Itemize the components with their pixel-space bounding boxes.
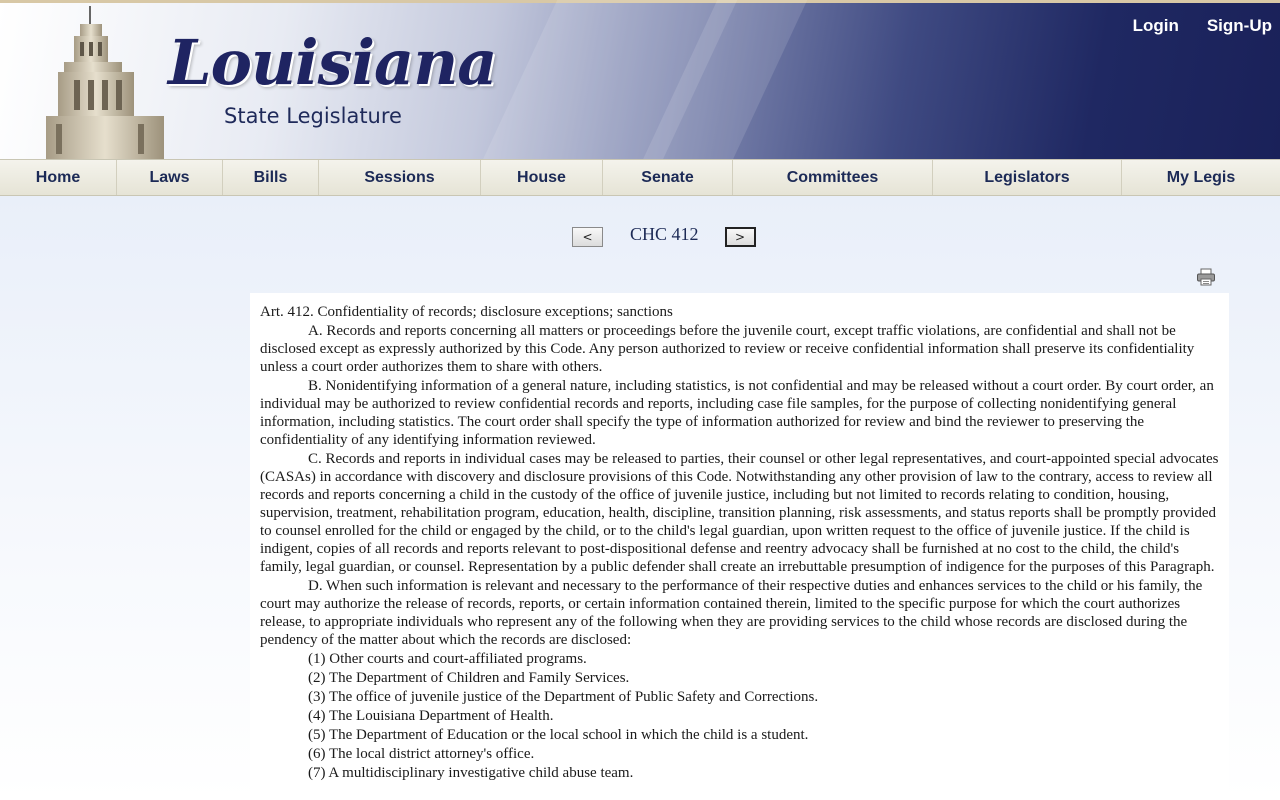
list-item: (6) The local district attorney's office.: [308, 746, 535, 762]
list-item: (7) A multidisciplinary investigative child abuse team.: [308, 765, 634, 781]
next-button[interactable]: >: [725, 227, 756, 247]
nav-item-home[interactable]: Home: [0, 160, 117, 195]
law-pager: [572, 226, 756, 247]
nav-item-house[interactable]: House: [481, 160, 603, 195]
list-item: (1) Other courts and court-affiliated programs.: [308, 651, 587, 667]
nav-item-my-legis[interactable]: My Legis: [1166, 168, 1236, 186]
nav-item-bills[interactable]: Bills: [223, 160, 319, 195]
nav-item-sessions[interactable]: Sessions: [319, 160, 481, 195]
capitol-building-image: [34, 6, 174, 160]
signup-link[interactable]: Sign-Up: [1206, 16, 1272, 35]
site-header: [0, 0, 1280, 160]
paragraph-b: B. Nonidentifying information of a general nature, including statistics, is not confidential and may be released without a court order. By court order, an individual may be authorized to review confidential records and reports, including case file samples, for the purpose of collecting nonidentifying general information, including statistics. The court order shall specify the type of information authorized for review and bind the reviewer to preserving the confidentiality of any identifying information reviewed.: [260, 378, 1214, 448]
list-item: (5) The Department of Education or the local school in which the child is a student.: [308, 727, 809, 743]
list-item: (3) The office of juvenile justice of the Department of Public Safety and Corrections.: [308, 689, 819, 705]
user-links: [1133, 16, 1272, 36]
paragraph-d: D. When such information is relevant and necessary to the performance of their respective duties and enhances services to the child or his family, the court may authorize the release of records, reports, or certain information contained therein, limited to the specific purpose for which the court authorizes release, to appropriate individuals who represent any of the following when they are providing services to the child whose records are disclosed during the pendency of the matter about which the records are disclosed:: [260, 578, 1203, 648]
nav-item-laws[interactable]: Laws: [117, 160, 223, 195]
law-document: [250, 293, 1229, 800]
paragraph-a: A. Records and reports concerning all matters or proceedings before the juvenile court, except traffic violations, are confidential and shall not be disclosed except as expressly authorized by this Code. Any person authorized to review or receive confidential information shall preserve its confidentiality unless a court order authorizes them to share with others.: [260, 323, 1195, 375]
previous-button[interactable]: <: [572, 227, 603, 247]
nav-item-committees[interactable]: Committees: [733, 160, 933, 195]
list-item: (4) The Louisiana Department of Health.: [308, 708, 554, 724]
nav-item-legislators[interactable]: Legislators: [933, 160, 1122, 195]
login-link[interactable]: Login: [1132, 16, 1179, 35]
logo-subtitle: State Legislature: [224, 104, 402, 128]
paragraph-c: C. Records and reports in individual cases may be released to parties, their counsel or other legal representatives, and court-appointed special advocates (CASAs) in accordance with discovery and disclosure provisions of this Code. Notwithstanding any other provision of law to the contrary, access to review all records and reports concerning a child in the custody of the office of juvenile justice, including but not limited to records relating to condition, housing, supervision, treatment, rehabilitation program, education, health, discipline, transition planning, risk assessments, and status reports shall be promptly provided to counsel enrolled for the child or engaged by the child, or to the child's legal guardian, upon written request to the office of juvenile justice. If the child is indigent, copies of all records and reports relevant to post-dispositional defense and reentry advocacy shall be furnished at no cost to the child, the child's family, legal guardian, or counsel. Representation by a public defender shall create an irrebuttable presumption of indigence for the purposes of this Paragraph.: [260, 451, 1219, 575]
print-icon[interactable]: [1196, 268, 1216, 286]
main-nav: [0, 159, 1280, 196]
article-title: Art. 412. Confidentiality of records; disclosure exceptions; sanctions: [260, 304, 673, 320]
list-item: (2) The Department of Children and Family Services.: [308, 670, 630, 686]
page-title: CHC 412: [630, 224, 699, 244]
nav-item-senate[interactable]: Senate: [603, 160, 733, 195]
logo-title: Louisiana: [168, 26, 497, 99]
